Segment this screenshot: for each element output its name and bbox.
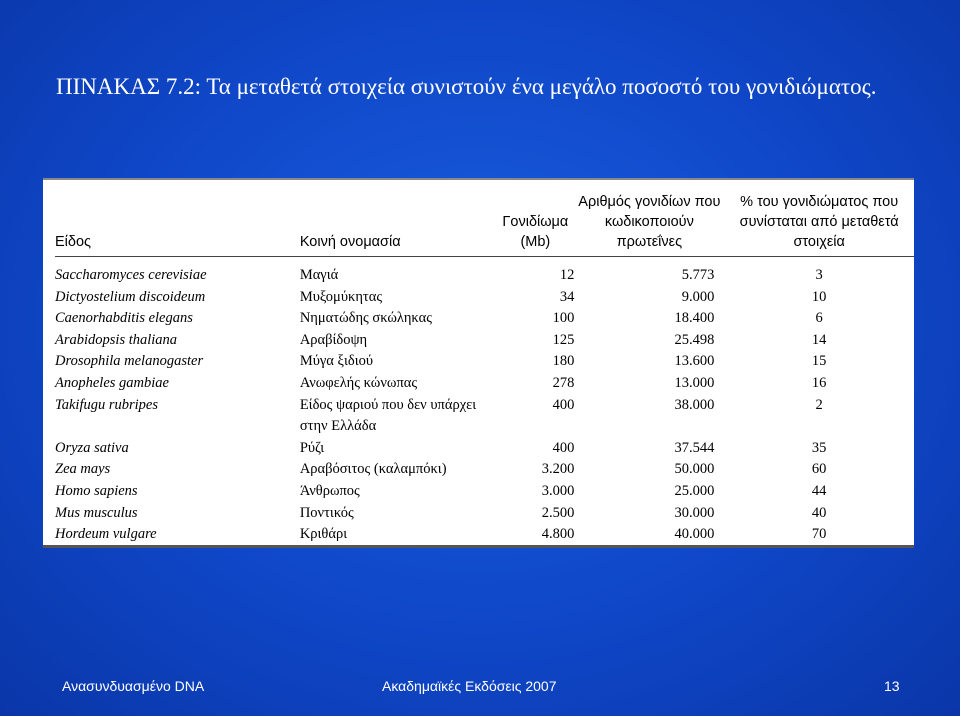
cell-genome-size: 125	[552, 331, 575, 348]
header-genome-size-text: Γονιδίωμα (Mb)	[502, 214, 569, 250]
cell-species: Takifugu rubripes	[55, 396, 158, 413]
cell-transposable-percent: 35	[811, 439, 827, 456]
slide-title: ΠΙΝΑΚΑΣ 7.2: Τα μεταθετά στοιχεία συνιστούν ένα μεγάλο ποσοστό του γονιδιώματος.	[56, 74, 877, 99]
cell-common-name: Μυξομύκητας	[299, 288, 383, 305]
cell-genome-size: 34	[559, 288, 575, 305]
cell-gene-count: 50.000	[674, 461, 715, 478]
cell-common-name: Κριθάρι	[299, 526, 348, 543]
cell-genome-size: 400	[552, 439, 575, 456]
cell-gene-count: 25.498	[674, 331, 715, 348]
table-row	[55, 330, 914, 352]
header-common-name: Κοινή ονομασία	[300, 180, 497, 257]
cell-transposable-percent: 16	[811, 374, 827, 391]
footer-course-title: Ανασυνδυασμένο DNA	[62, 678, 205, 694]
cell-species: Oryza sativa	[55, 439, 129, 456]
cell-gene-count: 40.000	[674, 526, 715, 543]
table-row	[55, 308, 914, 330]
table-row	[55, 481, 914, 503]
cell-genome-size: 100	[552, 310, 575, 327]
header-gene-count-text: Αριθμός γονιδίων που κωδικοποιούν πρωτεΐνες	[578, 194, 721, 250]
cell-common-name: Αραβόσιτος (καλαμπόκι)	[299, 461, 447, 478]
cell-transposable-percent: 40	[811, 504, 827, 521]
cell-common-name: Αραβίδοψη	[299, 331, 368, 348]
table-row	[55, 351, 914, 373]
cell-species: Caenorhabditis elegans	[55, 310, 193, 327]
table-row	[55, 257, 914, 287]
table-row	[55, 503, 914, 525]
cell-gene-count: 38.000	[674, 396, 715, 413]
cell-transposable-percent: 6	[815, 310, 823, 327]
cell-transposable-percent: 60	[811, 461, 827, 478]
cell-genome-size: 400	[552, 396, 575, 413]
table-row	[55, 287, 914, 309]
cell-common-name: Μαγιά	[299, 267, 339, 283]
footer-page-number: 13	[884, 678, 900, 694]
cell-transposable-percent: 44	[811, 482, 827, 499]
cell-species: Arabidopsis thaliana	[55, 331, 178, 348]
cell-common-name: Ρύζι	[299, 439, 325, 456]
cell-gene-count: 25.000	[674, 482, 715, 499]
cell-species: Zea mays	[55, 461, 111, 478]
cell-genome-size: 278	[552, 374, 575, 391]
cell-genome-size: 3.200	[541, 461, 575, 478]
table-row	[55, 395, 914, 438]
table-body	[55, 257, 914, 546]
table-row	[55, 373, 914, 395]
header-species: Είδος	[55, 180, 300, 257]
cell-common-name: Ανωφελής κώνωπας	[299, 374, 418, 391]
cell-genome-size: 4.800	[541, 526, 575, 543]
genome-table	[55, 180, 914, 546]
cell-species: Drosophila melanogaster	[55, 353, 204, 370]
cell-gene-count: 5.773	[681, 267, 715, 283]
cell-transposable-percent: 10	[811, 288, 827, 305]
cell-species: Dictyostelium discoideum	[55, 288, 206, 305]
cell-genome-size: 180	[552, 353, 575, 370]
cell-gene-count: 37.544	[674, 439, 715, 456]
table-row	[55, 459, 914, 481]
cell-common-name: Ποντικός	[299, 504, 354, 521]
header-transposable-percent-text: % του γονιδιώματος που συνίσταται από μεταθετά στοιχεία	[739, 194, 899, 250]
cell-species: Mus musculus	[55, 504, 138, 521]
footer-publisher: Ακαδημαϊκές Εκδόσεις 2007	[382, 678, 557, 694]
cell-common-name: Είδος ψαριού που δεν υπάρχει στην Ελλάδα	[299, 396, 477, 435]
cell-common-name: Μύγα ξιδιού	[299, 353, 374, 370]
cell-common-name: Άνθρωπος	[299, 482, 360, 499]
cell-genome-size: 12	[559, 267, 575, 283]
cell-genome-size: 2.500	[541, 504, 575, 521]
cell-transposable-percent: 14	[811, 331, 827, 348]
cell-transposable-percent: 15	[811, 353, 827, 370]
cell-species: Hordeum vulgare	[55, 526, 157, 543]
cell-genome-size: 3.000	[541, 482, 575, 499]
cell-gene-count: 13.000	[674, 374, 715, 391]
table-row	[55, 438, 914, 460]
header-gene-count	[574, 180, 724, 257]
table-row	[55, 524, 914, 546]
cell-transposable-percent: 3	[815, 267, 823, 283]
header-transposable-percent	[724, 180, 914, 257]
header-genome-size	[496, 180, 574, 257]
cell-species: Saccharomyces cerevisiae	[55, 267, 207, 283]
cell-species: Homo sapiens	[55, 482, 138, 499]
table-header-row	[55, 180, 914, 257]
genome-table-panel	[43, 178, 914, 548]
cell-common-name: Νηματώδης σκώληκας	[299, 310, 432, 327]
cell-gene-count: 9.000	[681, 288, 715, 305]
cell-gene-count: 30.000	[674, 504, 715, 521]
cell-gene-count: 18.400	[674, 310, 715, 327]
cell-species: Anopheles gambiae	[55, 374, 169, 391]
cell-transposable-percent: 70	[811, 526, 827, 543]
cell-transposable-percent: 2	[815, 396, 823, 413]
cell-gene-count: 13.600	[674, 353, 715, 370]
